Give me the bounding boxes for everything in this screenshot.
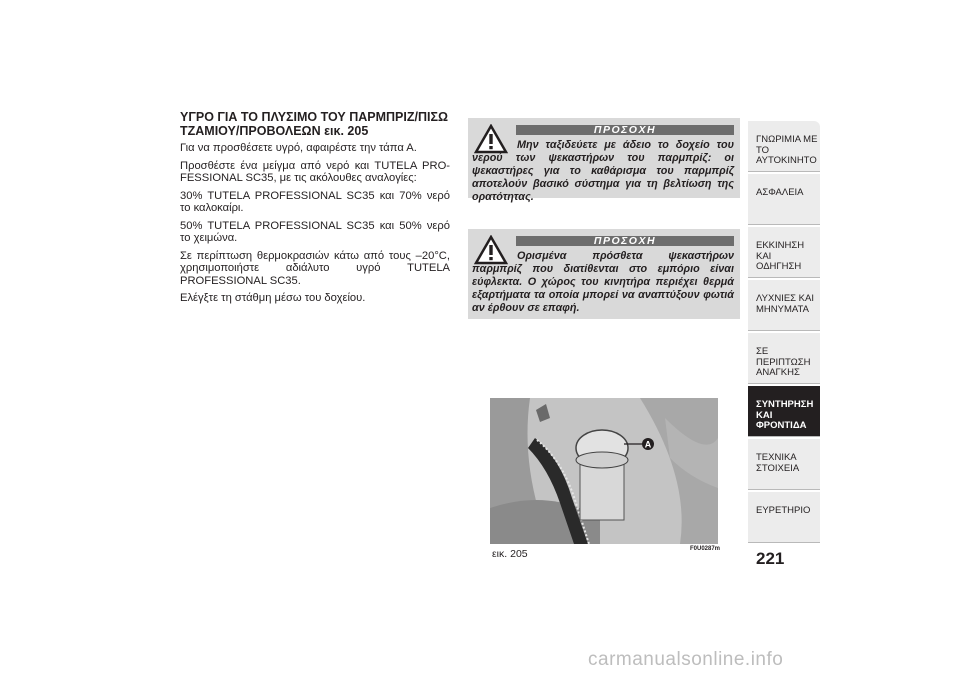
chapter-tabs [748,121,820,545]
tab-index[interactable] [748,492,820,543]
warning-box [468,118,740,203]
paragraph: Προσθέστε ένα μείγμα από νερό και TUTELA PRO-FESSIONAL SC35, με τις ακόλουθες αναλογίες: [180,159,450,184]
main-content [180,110,450,310]
warning-title: ΠΡΟΣΟΧΗ [516,236,734,246]
section-heading [180,110,450,138]
tab-starting-driving[interactable] [748,227,820,278]
tab-label: ΕΚΚΙΝΗΣΗ ΚΑΙ ΟΔΗΓΗΣΗ [756,240,805,272]
tab-technical-data[interactable] [748,439,820,490]
tab-label: ΤΕΧΝΙΚΑ ΣΤΟΙΧΕΙΑ [756,452,800,474]
heading-line-2: ΤΖΑΜΙΟΥ/ΠΡΟΒΟΛΕΩΝ [180,124,321,138]
page-number: 221 [756,549,785,568]
paragraph: Σε περίπτωση θερμοκρασιών κάτω από τους –20°C, χρησιμοποιήστε αδιάλυτο υγρό TUTELA PROFESSIONAL SC35. [180,249,450,287]
tab-label: ΓΝΩΡΙΜΙΑ ΜΕ ΤΟ ΑΥΤΟΚΙΝΗΤΟ [756,134,818,166]
heading-figure-ref: εικ. 205 [324,124,369,138]
watermark: carmanualsonline.info [588,649,784,670]
tab-label: ΕΥΡΕΤΗΡΙΟ [756,505,811,516]
paragraph: 50% TUTELA PROFESSIONAL SC35 και 50% νερό το χειμώνα. [180,219,450,244]
warning-text: Μην ταξιδεύετε με άδειο το δοχείο του νερού των ψεκαστήρων του παρμπρίζ: οι ψεκαστήρες για το καθάρισμα του παρμπρίζ αποτελούν βασικό σύστημα για τη βελτίωση της ορατότητας. [472,139,734,203]
tab-maintenance[interactable] [748,386,820,437]
paragraph: Για να προσθέσετε υγρό, αφαιρέστε την τάπα Α. [180,142,417,154]
tab-label: ΛΥΧΝΙΕΣ ΚΑΙ ΜΗΝΥΜΑΤΑ [756,293,814,315]
tab-label: ΑΣΦΑΛΕΙΑ [756,187,804,198]
warning-box [468,229,740,319]
warning-title: ΠΡΟΣΟΧΗ [516,125,734,135]
paragraph: 30% TUTELA PROFESSIONAL SC35 και 70% νερό το καλοκαίρι. [180,189,450,214]
tab-safety[interactable] [748,174,820,225]
tab-emergency[interactable] [748,333,820,384]
paragraph: Ελέγξτε τη στάθμη μέσω του δοχείου. [180,292,366,304]
warning-text: Ορισμένα πρόσθετα ψεκαστήρων παρμπρίζ που διατίθενται στο εμπόριο είναι εύφλεκτα. Ο χώρος του κινητήρα περιέχει θερμά εξαρτήματα τα οποία μπορεί να αναπτύξουν φωτιά αν έρθουν σε επαφή. [472,250,734,314]
tab-lights-messages[interactable] [748,280,820,331]
figure-caption: εικ. 205 [492,548,528,560]
tab-label: ΣΥΝΤΗΡΗΣΗ ΚΑΙ ΦΡΟΝΤΙΔΑ [756,399,814,431]
heading-line-1: ΥΓΡΟ ΓΙΑ ΤΟ ΠΛΥΣΙΜΟ ΤΟΥ ΠΑΡΜΠΡΙΖ/ΠΙΣΩ [180,110,448,124]
engine-bay-photo [490,398,718,544]
tab-label: ΣΕ ΠΕΡΙΠΤΩΣΗ ΑΝΑΓΚΗΣ [756,346,811,378]
figure-code: F0U0287m [690,546,721,552]
tab-getting-to-know[interactable] [748,121,820,172]
callout-label-a: A [644,439,652,450]
